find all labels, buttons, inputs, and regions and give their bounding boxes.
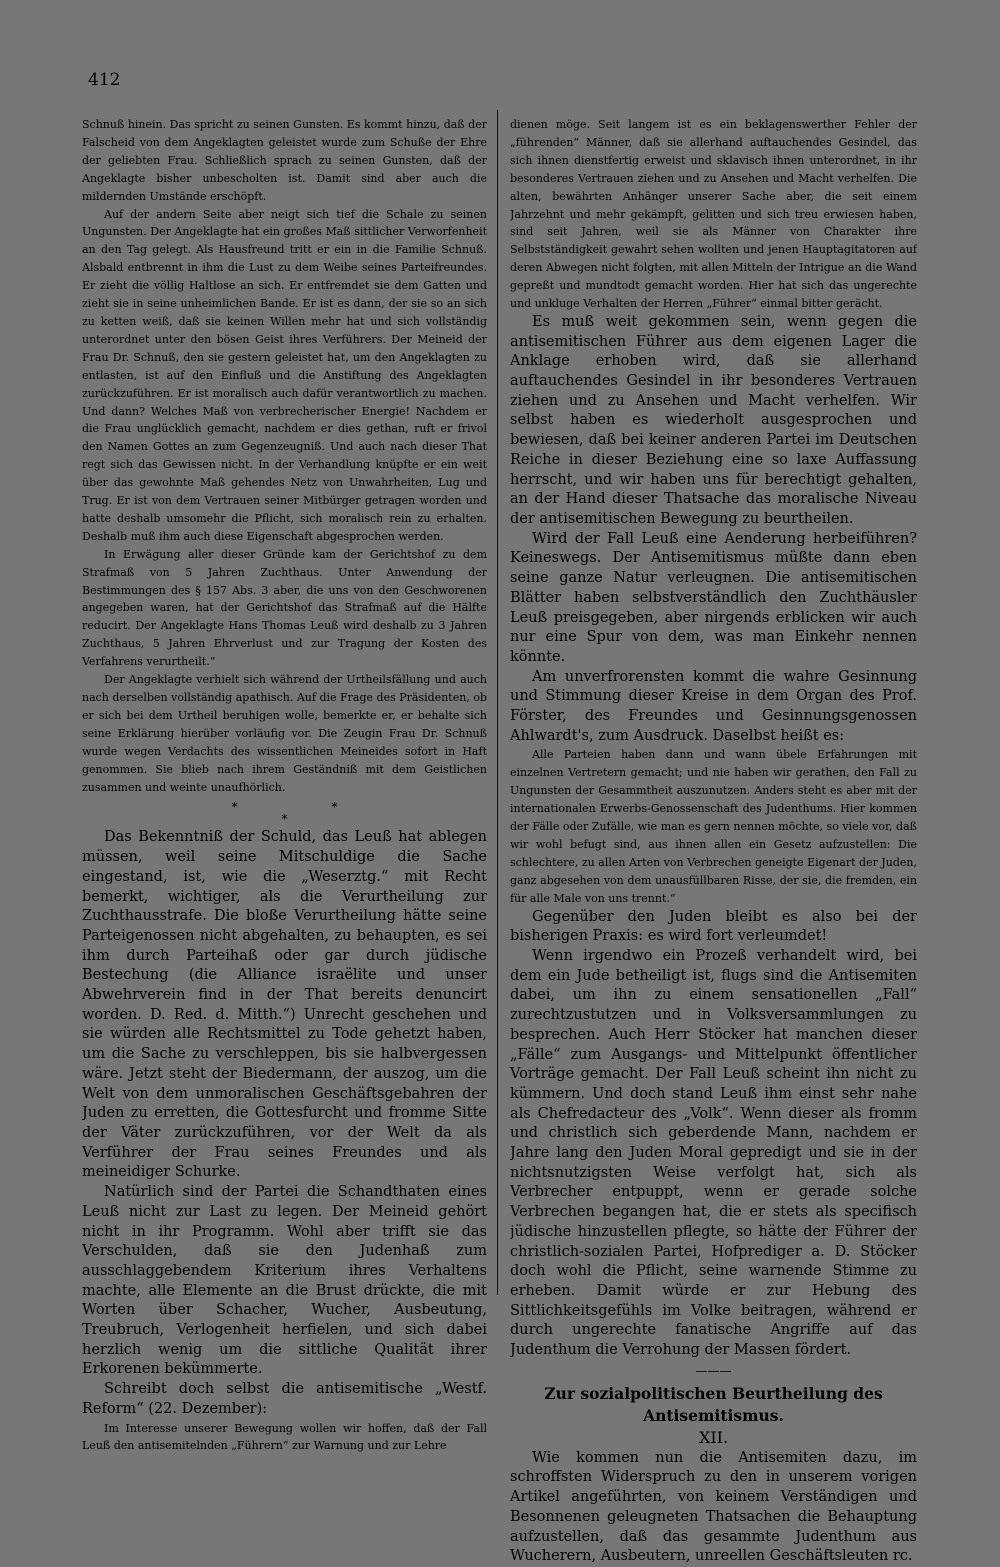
section-separator-stars	[82, 800, 487, 828]
paragraph: Der Angeklagte verhielt sich während der Urtheilsfällung und auch nach derselben vollständig apathisch. Auf die Frage des Präsidenten, ob er sich bei dem Urtheil beruhigen wolle, bemerkte er, er behalte sich seine Erklärung hierüber vorläufig vor. Die Zeugin Frau Dr. Schnuß wurde wegen Verdachts des wissentlichen Meineides sofort in Haft genommen. Sie blieb nach ihrem Geständniß mit dem Geistlichen zusammen und weinte unaufhörlich.	[82, 673, 487, 794]
star: *	[331, 800, 338, 815]
quoted-paragraph: Alle Parteien haben dann und wann übele Erfahrungen mit einzelnen Vertretern gemacht; und nie haben wir gerathen, den Fall zu Ungunsten der Gesammtheit auszunutzen. Anders steht es aber mit der internationalen Erwerbs-Genossenschaft des Judenthums. Hier kommen der Fälle oder Zufälle, wie man es gern nennen möchte, so viele vor, daß wir wohl befugt sind, aus ihnen allen ein Gesetz aufzustellen: Die schlechtere, zu allen Arten von Verbrechen geneigte Eigenart der Juden, ganz abgesehen von dem unausfüllbaren Risse, der sie, die fremden, ein für alle Male von uns trennt.“	[510, 748, 917, 905]
paragraph: Auf der andern Seite aber neigt sich tief die Schale zu seinen Ungunsten. Der Angeklagte hat ein großes Maß sittlicher Verworfenheit an den Tag gelegt. Als Hausfreund tritt er ein in die Familie Schnuß. Alsbald entbrennt in ihm die Lust zu dem Weibe seines Parteifreundes. Er zieht die völlig Haltlose an sich. Er entfremdet sie dem Gatten und zieht sie in seine unheimlichen Bande. Er ist es dann, der sie so an sich zu ketten weiß, daß sie keinen Willen mehr hat und sich vollständig unterordnet unter den bösen Geist ihres Verführers. Der Meineid der Frau Dr. Schnuß, den sie gestern geleistet hat, um den Angeklagten zu entlasten, ist auf den Einfluß und die Anstiftung des Angeklagten zurückzuführen. Er ist moralisch auch dafür verantwortlich zu machen. Und dann? Welches Maß von verbrecherischer Energie! Nachdem er die Frau unglücklich gemacht, nachdem er dies gethan, ruft er frivol den Namen Gottes an zum Gegenzeugniß. Und auch nach dieser That regt sich das Gewissen nicht. In der Verhandlung knüpfte er ein weit über das gewohnte Maß gehendes Netz von Unwahrheiten, Lug und Trug. Er ist von dem Vertrauen seiner Mitbürger getragen worden und hatte deshalb umsomehr die Pflicht, sich moralisch rein zu erhalten. Deshalb muß ihm auch diese Eigenschaft abgesprochen werden.	[82, 207, 487, 543]
section-divider: ———	[695, 1363, 732, 1378]
section-heading: Zur sozialpolitischen Beurtheilung des Antisemitismus.	[544, 1383, 883, 1425]
star: *	[281, 812, 288, 827]
page-number: 412	[88, 70, 121, 90]
left-column	[82, 116, 487, 1455]
paragraph: Wird der Fall Leuß eine Aenderung herbeiführen? Keineswegs. Der Antisemitismus müßte dann eben seine ganze Natur verleugnen. Die antisemitischen Blätter haben selbstverständlich den Zuchthäusler Leuß preisgegeben, aber nirgends erblicken wir auch nur eine Spur von dem, was man Einkehr nennen könnte.	[510, 530, 917, 665]
paragraph: Gegenüber den Juden bleibt es also bei der bisherigen Praxis: es wird fort verleumdet!	[510, 908, 917, 945]
paragraph: Wie kommen nun die Antisemiten dazu, im schroffsten Widerspruch zu den in unserem vorigen Artikel angeführten, von keinem Verständigen und Besonnenen geleugneten Thatsachen die Behauptung aufzustellen, daß das gesammte Judenthum aus Wucherern, Ausbeutern, unreellen Geschäftsleuten rc.	[510, 1449, 917, 1565]
column-rule	[497, 110, 498, 1295]
paragraph: In Erwägung aller dieser Gründe kam der Gerichtshof zu dem Strafmaß von 5 Jahren Zuchthaus. Unter Anwendung der Bestimmungen des § 157 Abs. 3 aber, die uns von den Geschworenen angegeben waren, hat der Gerichtshof das Strafmaß auf die Hälfte reducirt. Der Angeklagte Hans Thomas Leuß wird deshalb zu 3 Jahren Zuchthaus, 5 Jahren Ehrverlust und zur Tragung der Kosten des Verfahrens verurtheilt.“	[82, 547, 487, 669]
quoted-paragraph: Im Interesse unserer Bewegung wollen wir hoffen, daß der Fall Leuß den antisemitelnden „Führern“ zur Warnung und zur Lehre	[82, 1421, 487, 1453]
quoted-paragraph: dienen möge. Seit langem ist es ein beklagenswerther Fehler der „führenden“ Männer, daß sie allerhand auftauchendes Gesindel, das sich ihnen dienstfertig erweist und sklavisch ihnen unterordnet, in ihr besonderes Vertrauen ziehen und zu Ansehen und Macht verhelfen. Die alten, bewährten Anhänger unserer Sache aber, die seit einem Jahrzehnt und mehr gekämpft, gelitten und sich treu erwiesen haben, sind seit Jahren, weil sie als Männer von Charakter ihre Selbstständigkeit gewahrt sehen wollten und jenen Hauptagitatoren auf deren Abwegen nicht folgten, mit allen Mitteln der Intrigue an die Wand gepreßt und mundtodt gemacht worden. Hier hat sich das ungerechte und unkluge Verhalten der Herren „Führer“ einmal bitter gerächt.	[510, 118, 917, 311]
section-numeral: XII.	[698, 1427, 729, 1447]
paragraph: Am unverfrorensten kommt die wahre Gesinnung und Stimmung dieser Kreise in dem Organ des Prof. Förster, des Freundes und Gesinnungsgenossen Ahlwardt's, zum Ausdruck. Daselbst heißt es:	[510, 668, 917, 744]
paragraph: Schreibt doch selbst die antisemitische „Westf. Reform“ (22. Dezember):	[82, 1381, 487, 1417]
paragraph: Schnuß hinein. Das spricht zu seinen Gunsten. Es kommt hinzu, daß der Falscheid von dem Angeklagten geleistet wurde zum Schuße der Ehre der geliebten Frau. Schließlich sprach zu seinen Gunsten, daß der Angeklagte bisher unbescholten ist. Damit sind aber auch die mildernden Umstände erschöpft.	[82, 118, 487, 203]
paragraph: Natürlich sind der Partei die Schandthaten eines Leuß nicht zur Last zu legen. Der Meineid gehört nicht in ihr Programm. Wohl aber trifft sie das Verschulden, daß sie den Judenhaß zum ausschlaggebendem Kriterium ihres Verhaltens machte, alle Elemente an die Brust drückte, die mit Worten über Schacher, Wucher, Ausbeutung, Treubruch, Verlogenheit herfielen, und sich dabei herzlich wenig um die sittliche Qualität ihrer Erkorenen bekümmerte.	[82, 1184, 487, 1378]
paragraph: Das Bekenntniß der Schuld, das Leuß hat ablegen müssen, weil seine Mitschuldige die Sache eingestand, ist, wie die „Weserztg.“ mit Recht bemerkt, wichtiger, als die Verurtheilung zur Zuchthausstrafe. Die bloße Verurtheilung hätte seine Parteigenossen nicht abgehalten, zu behaupten, es sei ihm durch Parteihaß oder gar durch jüdische Bestechung (die Alliance israëlite und unser Abwehrverein find in der That bereits denuncirt worden. D. Red. d. Mitth.“) Unrecht geschehen und sie würden alle Rechtsmittel zu Tode gehetzt haben, um die Sache zu verschleppen, bis sie halbvergessen wäre. Jetzt steht der Biedermann, der auszog, um die Welt von dem unmoralischen Geschäftsgebahren der Juden zu erretten, die Gottesfurcht und fromme Sitte der Väter zurückzuführen, vor der Welt da als Verführer der Frau seines Freundes und als meineidiger Schurke.	[82, 829, 487, 1181]
right-column	[510, 116, 917, 1567]
paragraph: Wenn irgendwo ein Prozeß verhandelt wird, bei dem ein Jude betheiligt ist, flugs sind die Antisemiten dabei, um ihn zu einem sensationellen „Fall“ zurechtzustutzen und in Volksversammlungen zu besprechen. Auch Herr Stöcker hat manchen dieser „Fälle“ zum Ausgangs- und Mittelpunkt öffentlicher Vorträge gemacht. Der Fall Leuß scheint ihn nicht zu kümmern. Und doch stand Leuß ihm einst sehr nahe als Chefredacteur des „Volk“. Wenn dieser als fromm und christlich sich geberdende Mann, nachdem er Jahre lang den Juden Moral gepredigt und sie in der nichtsnutzigsten Weise verfolgt hat, sich als Verbrecher entpuppt, wenn er gerade solche Verbrechen begangen hat, die er stets als specifisch jüdische hinzustellen pflegte, so hätte der Führer der christlich-sozialen Partei, Hofprediger a. D. Stöcker doch wohl die Pflicht, seine warnende Stimme zu erheben. Damit würde er zur Hebung des Sittlichkeitsgefühls im Volke beitragen, während er durch ungerechte fanatische Angriffe auf das Judenthum die Verrohung der Massen fördert.	[510, 948, 917, 1359]
paragraph: Es muß weit gekommen sein, wenn gegen die antisemitischen Führer aus dem eigenen Lager die Anklage erhoben wird, daß sie allerhand auftauchendes Gesindel in ihr besonderes Vertrauen ziehen und zu Ansehen und Macht verhelfen. Wir selbst haben es wiederholt ausgesprochen und bewiesen, daß bei keiner anderen Partei im Deutschen Reiche in dieser Beziehung eine so laxe Auffassung herrscht, und wir haben uns für berechtigt gehalten, an der Hand dieser Thatsache das moralische Niveau der antisemitischen Bewegung zu beurtheilen.	[510, 313, 917, 527]
star: *	[231, 800, 238, 815]
